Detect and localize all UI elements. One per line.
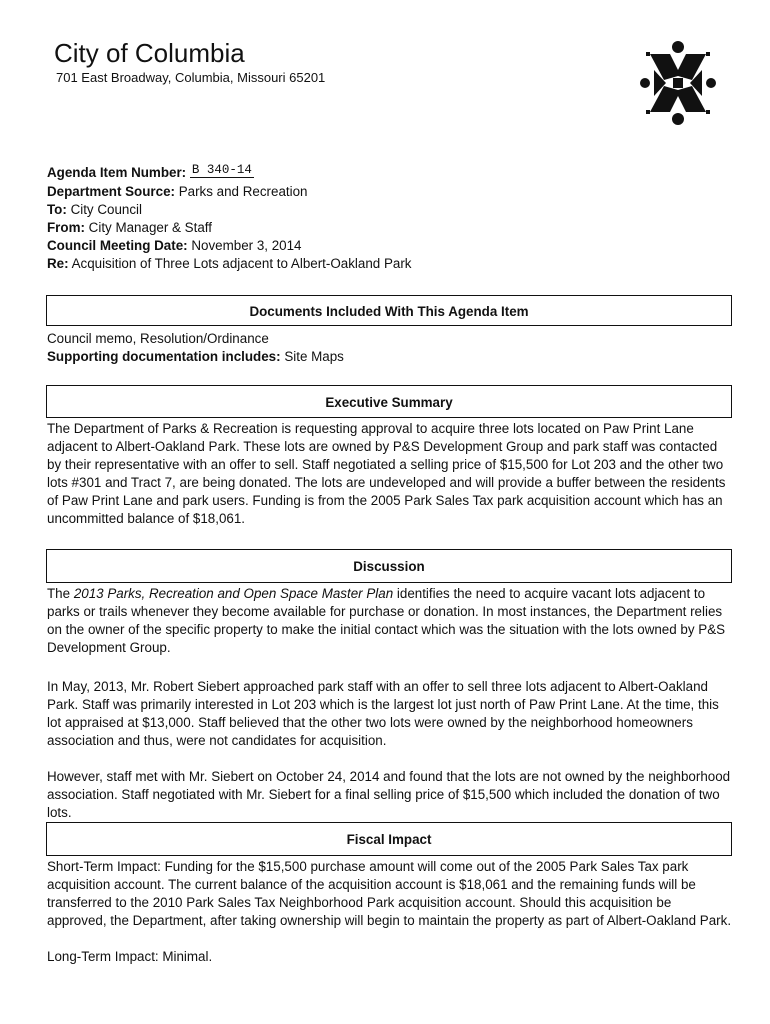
re-value: Acquisition of Three Lots adjacent to Albert-Oakland Park [71,256,412,271]
agenda-meta [47,164,411,273]
fiscal-impact-heading: Fiscal Impact [46,822,732,856]
from-value: City Manager & Staff [88,220,212,235]
executive-summary-heading: Executive Summary [46,385,732,418]
discussion-p1-pre: The [47,586,71,601]
executive-summary-text: The Department of Parks & Recreation is requesting approval to acquire three lots located on Paw Print Lane adjacent to Albert-Oakland Park. These lots are owned by P&S Development Group and park staff was contacted by their representative with an offer to sell. Staff negotiated a selling price of $15,500 for Lot 203 and the other two lots #301 and Tract 7, are being donated. The lots are undeveloped and will provide a buffer between the residents of Paw Print Lane and park users. Funding is from the 2005 Park Sales Tax park acquisition account which has an uncommitted balance of $18,061. [47,421,726,526]
re-label: Re: [47,256,69,271]
agenda-number-label: Agenda Item Number: [47,165,187,180]
to-row [47,201,411,219]
to-value: City Council [70,202,143,217]
city-title: City of Columbia [54,38,245,68]
documents-heading: Documents Included With This Agenda Item [46,295,732,326]
discussion-paragraph-1 [47,585,732,657]
discussion-paragraph-3: However, staff met with Mr. Siebert on October 24, 2014 and found that the lots are not owned by the neighborhood association. Staff negotiated with Mr. Siebert for a final selling price of $15,500 which included the donation of two lots. [47,769,731,820]
discussion-heading: Discussion [46,549,732,583]
department-row [47,183,411,201]
to-label: To: [47,202,67,217]
agenda-number-row [47,164,411,183]
supporting-docs-label: Supporting documentation includes: [47,349,281,364]
re-row [47,255,411,273]
meeting-date-row [47,237,411,255]
meeting-date-value: November 3, 2014 [191,238,302,253]
fiscal-short-term: Short-Term Impact: Funding for the $15,500 purchase amount will come out of the 2005 Park Sales Tax park acquisition account. The current balance of the acquisition account is $18,061 and the remaining funds will be transferred to the 2010 Park Sales Tax Neighborhood Park acquisition account. Should this acquisition be approved, the Department, after taking ownership will begin to maintain the property as part of Albert-Oakland Park. [47,859,732,928]
documents-text [47,330,732,366]
supporting-docs-row [47,348,732,366]
supporting-docs-value: Site Maps [284,349,344,364]
discussion-p1-post: identifies the need to acquire vacant lots adjacent to parks or trails whenever they become available for purchase or donation. In most instances, the Department relies on the owner of the specific property to make the initial contact which was the situation with the lots owned by P&S Development Group. [47,586,726,655]
fiscal-long-term: Long-Term Impact: Minimal. [47,949,213,964]
department-value: Parks and Recreation [178,184,308,199]
meeting-date-label: Council Meeting Date: [47,238,188,253]
from-row [47,219,411,237]
agenda-number-value: B 340-14 [191,163,252,177]
city-logo-icon [640,40,716,126]
master-plan-title: 2013 Parks, Recreation and Open Space Master Plan [73,586,394,601]
discussion-paragraph-2: In May, 2013, Mr. Robert Siebert approached park staff with an offer to sell three lots adjacent to Albert-Oakland Park. Staff was primarily interested in Lot 203 which is the largest lot just north of Paw Print Lane. At the time, this lot appraised at $13,000. Staff believed that the other two lots were owned by the neighborhood homeowners association and thus, were not candidates for acquisition. [47,679,719,748]
from-label: From: [47,220,85,235]
city-address: 701 East Broadway, Columbia, Missouri 65201 [56,70,326,85]
department-label: Department Source: [47,184,175,199]
documents-line: Council memo, Resolution/Ordinance [47,331,269,346]
